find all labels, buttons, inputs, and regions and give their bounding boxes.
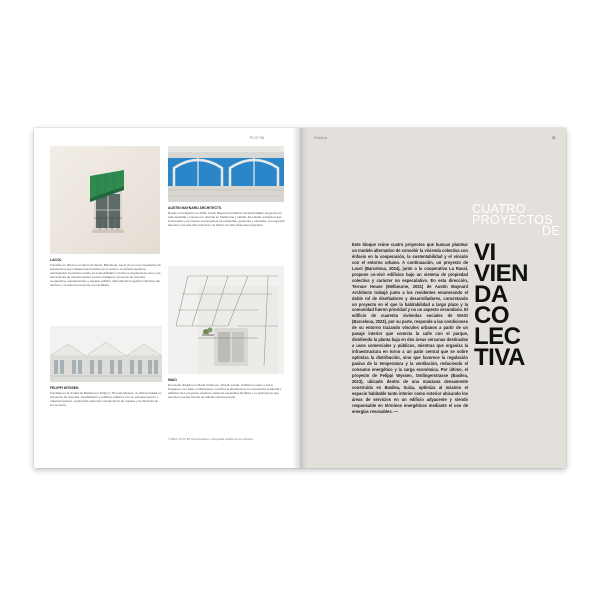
left-page <box>34 128 300 468</box>
section-title <box>472 204 564 237</box>
photo-credit: © MAIO / PLOT 98. Documentación y fotografías cedidas por los estudios. <box>168 438 254 441</box>
magazine-spread <box>34 128 566 468</box>
page-number: 31 <box>552 136 556 140</box>
caption-title-lacol: LACOL <box>50 258 62 262</box>
big-title-line: CO <box>474 302 509 329</box>
section-title-line: DE <box>542 224 560 238</box>
right-page <box>300 128 566 468</box>
left-running-head: PLOT 98 <box>250 136 265 140</box>
caption-body-felippi: Fundada en la ciudad de Basilea por Felippi y Thomas Wyssen, la oficina trabaja en proyectos de vivienda, rehabilitación y edificios públicos con un enfoque técnico y material riguroso, explorando sistemas constructivos de madera y la eficiencia de los recursos. <box>50 391 162 408</box>
section-title-line: CUATRO <box>472 202 526 216</box>
photo-maio-building <box>168 266 284 374</box>
big-title-line: TIVA <box>474 344 525 371</box>
big-title-line: LEC <box>474 323 521 350</box>
caption-body-lacol: Fundada en 2014 en el barrio de Sants, Barcelona, Lacol (1) es una cooperativa de arquitectura que trabaja para transformar el entorno construido desde la participación, la justicia social y la sostenibilidad. Concibe la arquitectura como una herramienta de transformación social y trabaja en procesos de vivienda cooperativa, equipamientos y espacio público, defendiendo la gestión colectiva del territorio y la autonomía de las comunidades. <box>50 263 161 288</box>
caption-title-austin: AUSTIN MAYNARD ARCHITECTS <box>168 206 222 210</box>
caption-body-austin: Desde su fundación en 2002, Austin Maynard Architects ha desarrollado proyectos en toda Australia y cuenta con oficinas en Melbourne y Hobart. El estudio rechaza el lujo innecesario y promueve una arquitectura sostenible, generosa y optimista, con especial atención a la vivienda colectiva y al diseño de alta eficiencia energética. <box>168 211 285 228</box>
right-running-head: Práctica <box>314 136 328 140</box>
big-title-line: VIEN <box>474 260 529 287</box>
big-title <box>474 239 566 371</box>
section-title-line: PROYECTOS <box>472 213 553 227</box>
photo-felippi-wyssen-roofs <box>50 326 162 382</box>
caption-title-felippi: FELIPPI WYSSEN <box>50 386 79 390</box>
caption-title-maio: MAIO <box>168 378 177 382</box>
caption-body-maio: El estudio dirigido por Maria Charneco, Alfredo Lérida, Guillermo López y Anna Puigjaner, con base en Barcelona, combina la arquitectura con la práctica curatorial y editorial. Sus proyectos exploran sistemas espaciales flexibles y no jerárquicos que permiten nuevas formas de habitar colectivamente. <box>168 383 282 400</box>
intro-body-text: Este bloque reúne cuatro proyectos que buscan plantear un modelo alternativo de concebir la vivienda colectiva con énfasis en la cooperación, la sustentabilidad y el vínculo con el entorno urbano. A continuación, un proyecto de Lacol (Barcelona, 2024), junto a la cooperativa La Raval, propone co-vivir edificios bajo un sistema de propiedad colectiva y carácter no especulativo. En esta dirección, Terrace House (Melbourne, 2021) de Austin Maynard Architects trabajó junto a los residentes enumerando el doble rol de diseñadores y desarrolladores, concretando un proyecto en el que la habitabilidad a largo plazo y la comunidad fueron prioridad y no un aspecto secundario. El edificio de cuarenta viviendas sociales de MAIO (Barcelona, 2023), por su parte, responde a las condiciones de su entorno trazando vínculos urbanos a partir de un pasaje interior que conecta la calle con el parque, dividiendo la planta baja en dos áreas cercanas destinadas a usos comerciales y públicos, mientras que organiza la infraestructura en torno a un patio central que se sobre optimiza la distribución, sino que favorece la regulación pasiva de la temperatura y la ventilación, reduciendo el consumo energético y la carga económica. Por último, el proyecto de Felippi Wyssen, Ostlingerstrasse (Basilea, 2023), ubicado dentro de una manzana densamente construida en Basilea, Suiza, optimiza al máximo el espacio habitable tanto interior como exterior ubicando los áreas de servicios en un edificio adyacente y siendo responsable en términos energéticos mediante el uso de energías renovables. — <box>352 242 469 414</box>
photo-lacol-facade <box>50 146 160 254</box>
big-title-line: VI <box>474 239 496 266</box>
photo-austin-maynard-arches <box>168 146 284 202</box>
big-title-line: DA <box>474 281 508 308</box>
